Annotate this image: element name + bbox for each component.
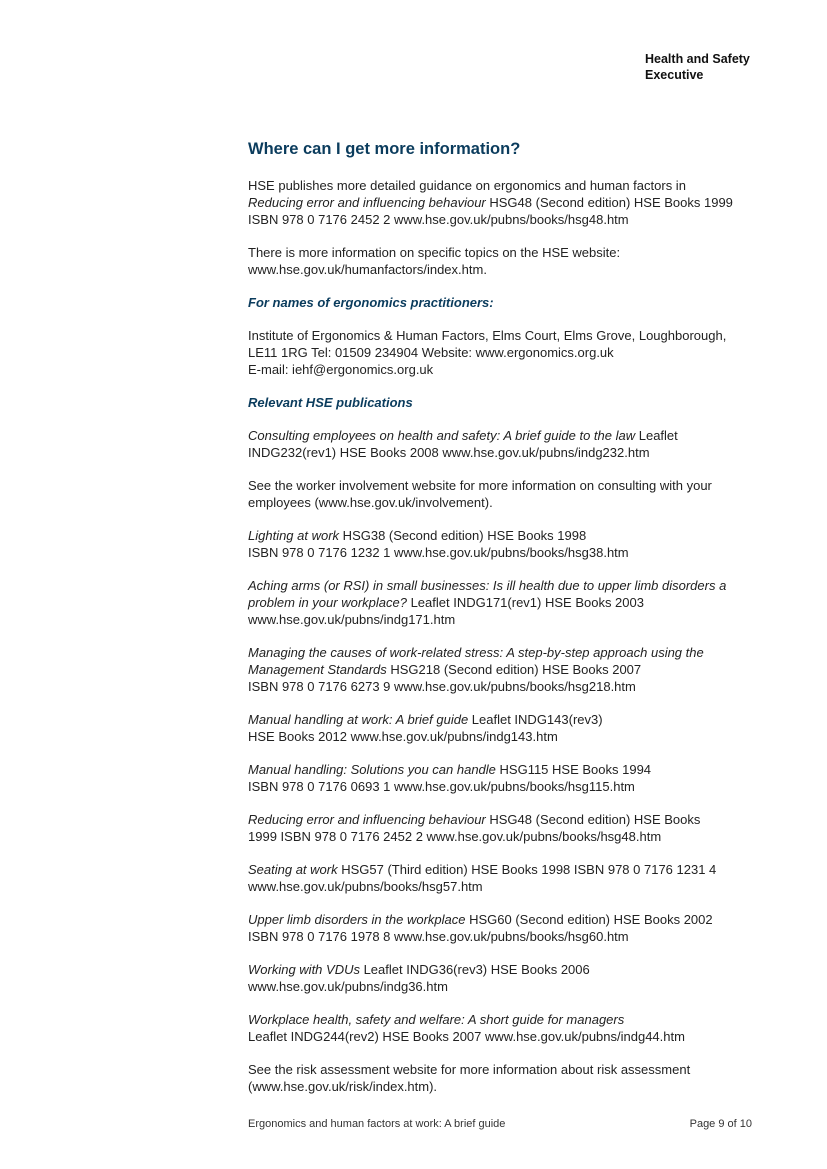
text: HSG115 HSE Books 1994 bbox=[495, 762, 652, 777]
text: HSE publishes more detailed guidance on ergonomics and human factors in bbox=[248, 178, 686, 193]
publication-title: problem in your workplace? bbox=[248, 595, 407, 610]
publication-item bbox=[248, 644, 763, 695]
publication-title: Management Standards bbox=[248, 662, 387, 677]
text: Leaflet INDG143(rev3) bbox=[468, 712, 603, 727]
footer-page-number: Page 9 of 10 bbox=[689, 1118, 752, 1130]
text: ISBN 978 0 7176 1232 1 www.hse.gov.uk/pubns/books/hsg38.htm bbox=[248, 545, 629, 560]
org-line-2: Executive bbox=[645, 68, 704, 82]
text: HSG48 (Second edition) HSE Books 1999 bbox=[485, 195, 733, 210]
publications-heading: Relevant HSE publications bbox=[248, 395, 413, 410]
text: HSE Books 2012 www.hse.gov.uk/pubns/indg143.htm bbox=[248, 729, 558, 744]
main-content bbox=[248, 139, 763, 1111]
publication-title: Seating at work bbox=[248, 862, 338, 877]
text: www.hse.gov.uk/humanfactors/index.htm. bbox=[248, 262, 487, 277]
text: HSG38 (Second edition) HSE Books 1998 bbox=[339, 528, 587, 543]
publication-title: Lighting at work bbox=[248, 528, 340, 543]
publication-item bbox=[248, 761, 763, 795]
publication-item bbox=[248, 527, 763, 561]
intro-paragraph-1 bbox=[248, 177, 763, 228]
publication-title: Reducing error and influencing behaviour bbox=[248, 195, 486, 210]
publication-item bbox=[248, 911, 763, 945]
footer-doc-title: Ergonomics and human factors at work: A brief guide bbox=[248, 1118, 506, 1130]
text: E-mail: iehf@ergonomics.org.uk bbox=[248, 362, 434, 377]
text: (www.hse.gov.uk/risk/index.htm). bbox=[248, 1079, 438, 1094]
publication-title: Working with VDUs bbox=[248, 962, 360, 977]
text: Leaflet INDG171(rev1) HSE Books 2003 bbox=[406, 595, 644, 610]
publication-item bbox=[248, 1011, 763, 1045]
text: LE11 1RG Tel: 01509 234904 Website: www.ergonomics.org.uk bbox=[248, 345, 614, 360]
publication-title: Manual handling at work: A brief guide bbox=[248, 712, 469, 727]
text: ISBN 978 0 7176 0693 1 www.hse.gov.uk/pubns/books/hsg115.htm bbox=[248, 779, 635, 794]
text: ISBN 978 0 7176 6273 9 www.hse.gov.uk/pubns/books/hsg218.htm bbox=[248, 679, 636, 694]
text: Leaflet INDG244(rev2) HSE Books 2007 www.hse.gov.uk/pubns/indg44.htm bbox=[248, 1029, 685, 1044]
text: HSG48 (Second edition) HSE Books bbox=[485, 812, 701, 827]
text: See the risk assessment website for more information about risk assessment bbox=[248, 1062, 691, 1077]
publication-title: Consulting employees on health and safety: A brief guide to the law bbox=[248, 428, 636, 443]
practitioners-heading: For names of ergonomics practitioners: bbox=[248, 295, 494, 310]
publication-title: Reducing error and influencing behaviour bbox=[248, 812, 486, 827]
publication-title: Manual handling: Solutions you can handle bbox=[248, 762, 496, 777]
text: 1999 ISBN 978 0 7176 2452 2 www.hse.gov.uk/pubns/books/hsg48.htm bbox=[248, 829, 662, 844]
intro-paragraph-2 bbox=[248, 244, 763, 278]
publication-item bbox=[248, 961, 763, 995]
text: HSG218 (Second edition) HSE Books 2007 bbox=[386, 662, 642, 677]
text: HSG57 (Third edition) HSE Books 1998 ISBN 978 0 7176 1231 4 bbox=[337, 862, 717, 877]
text: ISBN 978 0 7176 1978 8 www.hse.gov.uk/pubns/books/hsg60.htm bbox=[248, 929, 629, 944]
publication-title: Upper limb disorders in the workplace bbox=[248, 912, 466, 927]
text: Leaflet bbox=[635, 428, 678, 443]
text: Institute of Ergonomics & Human Factors, Elms Court, Elms Grove, Loughborough, bbox=[248, 328, 727, 343]
hse-logo-text bbox=[645, 51, 795, 83]
text: HSG60 (Second edition) HSE Books 2002 bbox=[465, 912, 713, 927]
text: Leaflet INDG36(rev3) HSE Books 2006 bbox=[359, 962, 590, 977]
text: See the worker involvement website for more information on consulting with your bbox=[248, 478, 712, 493]
text: www.hse.gov.uk/pubns/indg36.htm bbox=[248, 979, 448, 994]
publication-item bbox=[248, 811, 763, 845]
publication-item bbox=[248, 1061, 763, 1095]
text: INDG232(rev1) HSE Books 2008 www.hse.gov.uk/pubns/indg232.htm bbox=[248, 445, 650, 460]
publication-item bbox=[248, 711, 763, 745]
publication-title: Workplace health, safety and welfare: A short guide for managers bbox=[248, 1012, 625, 1027]
publication-item bbox=[248, 577, 763, 628]
publication-item bbox=[248, 477, 763, 511]
org-line-1: Health and Safety bbox=[645, 52, 750, 66]
publication-title: Managing the causes of work-related stress: A step-by-step approach using the bbox=[248, 645, 704, 660]
publication-title: Aching arms (or RSI) in small businesses: Is ill health due to upper limb disorders a bbox=[248, 578, 727, 593]
text: There is more information on specific topics on the HSE website: bbox=[248, 245, 621, 260]
text: www.hse.gov.uk/pubns/indg171.htm bbox=[248, 612, 456, 627]
text: www.hse.gov.uk/pubns/books/hsg57.htm bbox=[248, 879, 483, 894]
practitioners-contact bbox=[248, 327, 763, 378]
text: ISBN 978 0 7176 2452 2 www.hse.gov.uk/pubns/books/hsg48.htm bbox=[248, 212, 629, 227]
publication-item bbox=[248, 861, 763, 895]
publication-item bbox=[248, 427, 763, 461]
page-title: Where can I get more information? bbox=[248, 140, 521, 158]
text: employees (www.hse.gov.uk/involvement). bbox=[248, 495, 493, 510]
